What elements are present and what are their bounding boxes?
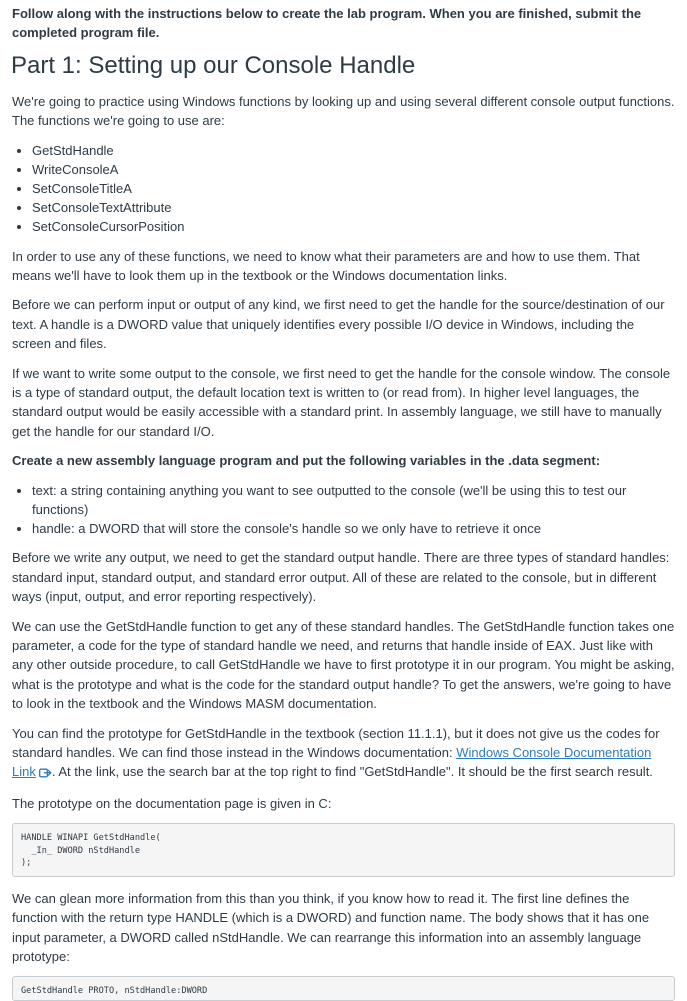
doc-text-after: . At the link, use the search bar at the top right to find "GetStdHandle". It should be the first search result. — [51, 764, 653, 780]
list-item: • GetStdHandle — [32, 141, 675, 160]
list-item: • SetConsoleTextAttribute — [32, 198, 675, 217]
list-item: • SetConsoleCursorPosition — [32, 217, 675, 236]
instruction-create-program: Create a new assembly language program and put the following variables in the .data segment: — [12, 453, 601, 469]
external-link-icon[interactable] — [39, 764, 52, 783]
functions-list — [12, 141, 675, 237]
paragraph-prototype-c: The prototype on the documentation page is given in C: — [12, 795, 332, 811]
paragraph-documentation — [12, 724, 675, 784]
list-item: • text: a string containing anything you want to see outputted to the console (we'll be using this to test our functions) — [32, 481, 675, 519]
paragraph-standard-output: If we want to write some output to the console, we first need to get the handle for the console window. The console is a type of standard output, the default location text is written to (or read from). In higher level languages, the standard output would be easily accessible with a standard print. In assembly language, we still have to manually get the handle for our standard I/O. — [12, 365, 671, 439]
code-block-asm-prototype: GetStdHandle PROTO, nStdHandle:DWORD — [12, 976, 675, 1001]
paragraph-glean-information: We can glean more information from this than you think, if you know how to read it. The first line defines the function with the return type HANDLE (which is a DWORD) and function name. The body shows that it has one input parameter, a DWORD called nStdHandle. We can rearrange this information into an assembly language prototype: — [12, 890, 650, 964]
paragraph-functions-intro: We're going to practice using Windows functions by looking up and using several different console output functions. The functions we're going to use are: — [12, 93, 675, 129]
list-item: • SetConsoleTitleA — [32, 179, 675, 198]
paragraph-getstdhandle: We can use the GetStdHandle function to get any of these standard handles. The GetStdHandle function takes one parameter, a code for the type of standard handle we need, and returns that handle inside of EAX. Just like with any other outside procedure, to call GetStdHandle we have to first prototype it in our program. You might be asking, what is the prototype and what is the code for the standard output handle? To get the answers, we're going to have to look in the textbook and the Windows MASM documentation. — [12, 618, 675, 712]
paragraph-parameters: In order to use any of these functions, we need to know what their parameters are and how to use them. That means we'll have to look them up in the textbook or the Windows documentation links. — [12, 248, 640, 284]
page-title: Part 1: Setting up our Console Handle — [11, 51, 416, 79]
intro-text: Follow along with the instructions below to create the lab program. When you are finished, submit the completed program file. — [12, 6, 642, 41]
code-block-c-prototype: HANDLE WINAPI GetStdHandle( _In_ DWORD nStdHandle ); — [12, 823, 675, 877]
list-item: • handle: a DWORD that will store the console's handle so we only have to retrieve it once — [32, 519, 675, 538]
doc-text-before: You can find the prototype for GetStdHandle in the textbook (section 11.1.1), but it does not give us the codes for standard handles. We can find those instead in the Windows documentation: — [12, 725, 660, 760]
paragraph-handle-definition: Before we can perform input or output of any kind, we first need to get the handle for the source/destination of our text. A handle is a DWORD value that uniquely identifies every possible I/O device in Windows, including the screen and files. — [12, 297, 665, 352]
paragraph-standard-handles: Before we write any output, we need to get the standard output handle. There are three types of standard handles: standard input, standard output, and standard error output. All of these are related to the console, but in different ways (input, output, and error reporting respectively). — [12, 550, 670, 605]
windows-console-documentation-link[interactable]: Windows Console Documentation Link — [12, 744, 652, 780]
variables-list — [12, 481, 675, 539]
list-item: • WriteConsoleA — [32, 160, 675, 179]
